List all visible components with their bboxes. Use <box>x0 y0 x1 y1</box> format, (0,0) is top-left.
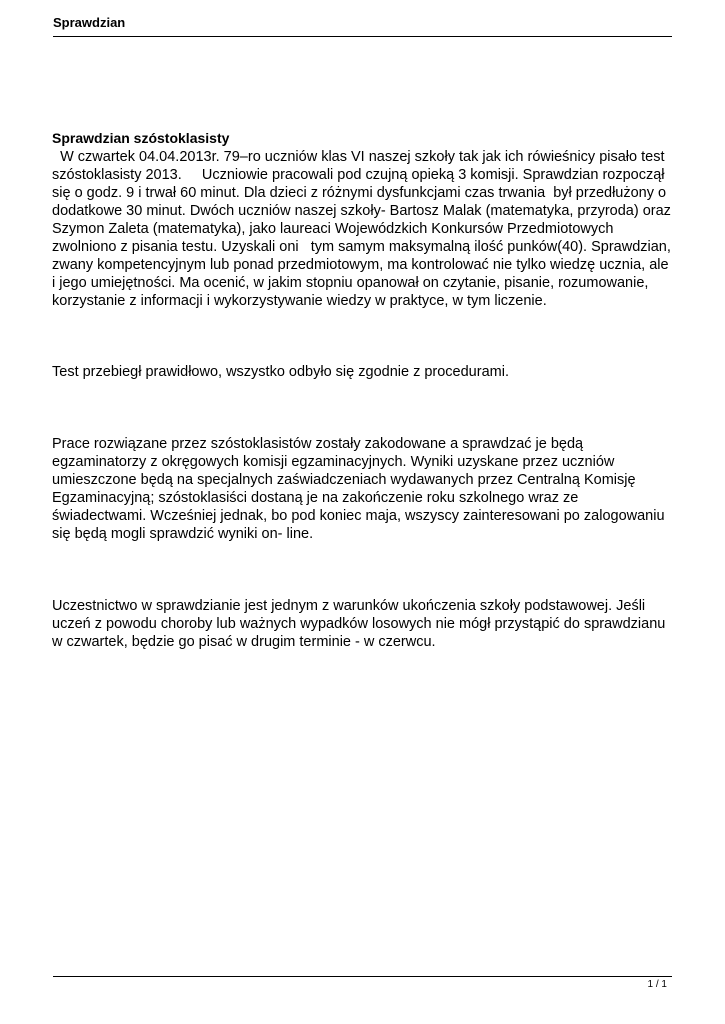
article-title: Sprawdzian szóstoklasisty <box>52 130 230 146</box>
page-number: 1 / 1 <box>647 979 667 990</box>
page-header <box>53 13 672 37</box>
document-body <box>52 130 674 651</box>
paragraph-test-course: Test przebiegł prawidłowo, wszystko odbyło się zgodnie z procedurami. <box>52 363 509 380</box>
header-title: Sprawdzian <box>53 15 126 30</box>
paragraph-results: Prace rozwiązane przez szóstoklasistów zostały zakodowane a sprawdzać je będą egzaminatorzy z okręgowych komisji egzaminacyjnych. Wyniki uzyskane przez uczniów umieszczone będą na specjalnych zaświadczeniach wydawanych przez Centralną Komisję Egzaminacyjną; szóstoklasiści dostaną je na zakończenie roku szkolnego wraz ze świadectwami. Wcześniej jednak, bo pod koniec maja, wszyscy zainteresowani po zalogowaniu się będą mogli sprawdzić wyniki on- line. <box>52 435 669 542</box>
paragraph-participation: Uczestnictwo w sprawdzianie jest jednym z warunków ukończenia szkoły podstawowej. Jeśli uczeń z powodu choroby lub ważnych wypadków losowych nie mógł przystąpić do sprawdzianu w czwartek, będzie go pisać w drugim terminie - w czerwcu. <box>52 597 670 650</box>
paragraph-intro: W czwartek 04.04.2013r. 79–ro uczniów klas VI naszej szkoły tak jak ich rówieśnicy pisało test szóstoklasisty 2013. Uczniowie pracowali pod czujną opieką 3 komisji. Sprawdzian rozpoczął się o godz. 9 i trwał 60 minut. Dla dzieci z różnymi dysfunkcjami czas trwania był przedłużony o dodatkowe 30 minut. Dwóch uczniów naszej szkoły- Bartosz Malak (matematyka, przyroda) oraz Szymon Zaleta (matematyka), jako laureaci Wojewódzkich Konkursów Przedmiotowych zwolniono z pisania testu. Uzyskali oni tym samym maksymalną ilość punków(40). Sprawdzian, zwany kompetencyjnym lub ponad przedmiotowym, ma kontrolować nie tylko wiedzę ucznia, ale i jego umiejętności. Ma ocenić, w jakim stopniu opanował on czytanie, pisanie, rozumowanie, korzystanie z informacji i wykorzystywanie wiedzy w praktyce, w tym liczenie. <box>52 148 675 309</box>
page-footer <box>53 976 672 990</box>
